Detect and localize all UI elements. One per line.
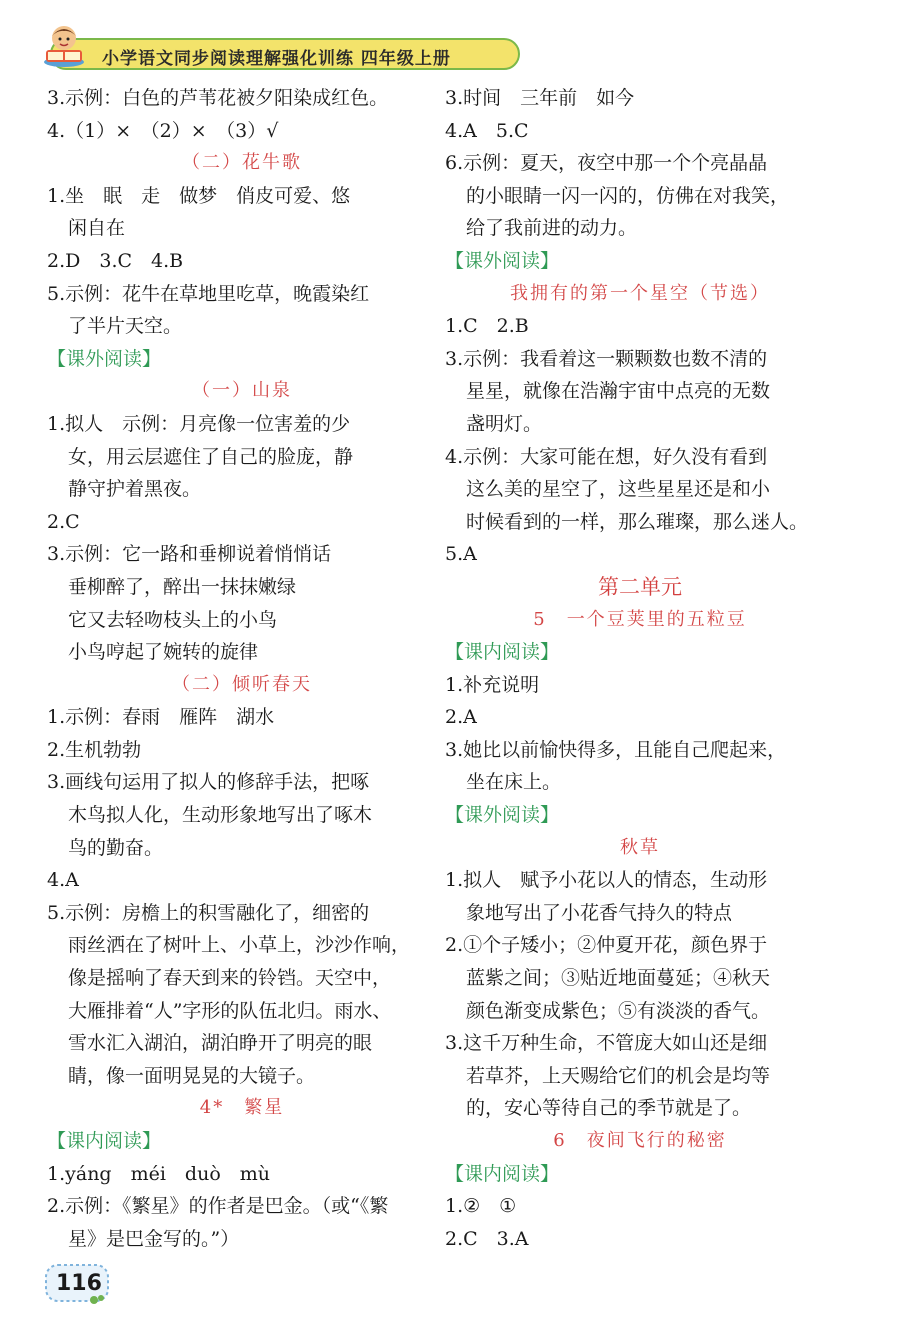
answer-line-continuation: 像是摇响了春天到来的铃铛。天空中， [68, 967, 392, 990]
answer-line-continuation: 木鸟拟人化，生动形象地写出了啄木 [68, 804, 373, 827]
answer-line-continuation: 的，安心等待自己的季节就是了。 [466, 1097, 752, 1120]
answer-line-continuation: 蓝紫之间；③贴近地面蔓延；④秋天 [466, 967, 771, 990]
answer-line-continuation: 若草芥，上天赐给它们的机会是均等 [466, 1064, 771, 1087]
reading-section-tag: 【课内阅读】 [47, 1130, 162, 1152]
section-subtitle: 6 夜间飞行的秘密 [553, 1130, 727, 1151]
answer-line-continuation: 闲自在 [68, 217, 126, 240]
answer-line-continuation: 鸟的勤奋。 [68, 836, 164, 859]
answer-line-continuation: 盏明灯。 [466, 412, 543, 435]
answer-line-continuation: 大雁排着“人”字形的队伍北归。雨水、 [68, 999, 392, 1022]
section-subtitle: （二）倾听春天 [172, 673, 312, 695]
answer-line: 5.A [445, 543, 477, 566]
answer-line: 1.示例：春雨 雁阵 湖水 [47, 706, 275, 729]
answer-line-continuation: 象地写出了小花香气持久的特点 [466, 901, 733, 924]
answer-line: 2.D 3.C 4.B [47, 249, 184, 272]
answer-line: 5.示例：房檐上的积雪融化了，细密的 [47, 901, 370, 924]
answer-line-continuation: 这么美的星空了，这些星星还是和小 [466, 478, 771, 501]
answer-line-continuation: 女，用云层遮住了自己的脸庞，静 [68, 445, 354, 468]
answer-line: 6.示例：夏天，夜空中那一个个亮晶晶 [445, 152, 768, 175]
answer-line-continuation: 睛，像一面明晃晃的大镜子。 [68, 1064, 316, 1087]
answer-line: 1.坐 眠 走 做梦 俏皮可爱、悠 [47, 184, 351, 207]
reading-section-tag: 【课外阅读】 [47, 347, 162, 370]
answer-line: 2.①个子矮小；②仲夏开花，颜色界于 [445, 934, 768, 957]
answer-line-continuation: 星》是巴金写的。”） [68, 1227, 240, 1250]
unit-title: 第二单元 [598, 574, 682, 599]
answer-line-continuation: 给了我前进的动力。 [466, 217, 638, 240]
answer-line: 1.yáng méi duò mù [47, 1162, 271, 1185]
answer-line: 2.生机勃勃 [47, 738, 142, 761]
answer-line: 2.C [47, 510, 80, 533]
answer-line: 4.（1）× （2）× （3）√ [47, 119, 279, 142]
section-subtitle: （一）山泉 [192, 380, 292, 402]
answer-line: 5.示例：花牛在草地里吃草，晚霞染红 [47, 282, 370, 305]
answer-line: 3.这千万种生命，不管庞大如山还是细 [445, 1032, 768, 1055]
answer-line: 4.A 5.C [445, 119, 529, 142]
answer-line-continuation: 时候看到的一样，那么璀璨，那么迷人。 [466, 510, 809, 533]
answer-line-continuation: 星星，就像在浩瀚宇宙中点亮的无数 [466, 380, 771, 403]
answer-line: 2.A [445, 706, 477, 729]
answer-line: 3.时间 三年前 如今 [445, 87, 635, 109]
answer-line-continuation: 小鸟哼起了婉转的旋律 [68, 641, 259, 664]
reading-section-tag: 【课外阅读】 [445, 249, 560, 272]
answer-line-continuation: 雨丝洒在了树叶上、小草上，沙沙作响， [68, 934, 411, 957]
answer-line-continuation: 静守护着黑夜。 [68, 478, 202, 501]
answer-line: 1.C 2.B [445, 315, 529, 338]
answer-line: 3.她比以前愉快得多，且能自己爬起来， [445, 738, 787, 761]
section-subtitle: （二）花牛歌 [182, 152, 302, 174]
answer-line: 3.画线句运用了拟人的修辞手法，把啄 [47, 771, 370, 794]
answer-line: 2.C 3.A [445, 1227, 529, 1250]
answer-line: 1.拟人 赋予小花以人的情态，生动形 [445, 869, 768, 892]
answer-line: 3.示例：白色的芦苇花被夕阳染成红色。 [47, 87, 389, 109]
answer-line-continuation: 坐在床上。 [466, 771, 562, 794]
book-header-banner [50, 38, 520, 70]
answer-line: 1.补充说明 [445, 673, 540, 696]
answer-line: 1.② ① [445, 1195, 517, 1218]
section-subtitle: 4* 繁星 [199, 1097, 285, 1119]
book-title: 小学语文同步阅读理解强化训练 四年级上册 [102, 49, 451, 69]
answer-line: 3.示例：我看着这一颗颗数也数不清的 [445, 347, 768, 370]
answer-line: 1.拟人 示例：月亮像一位害羞的少 [47, 412, 351, 435]
reading-section-tag: 【课内阅读】 [445, 1162, 560, 1185]
section-subtitle: 我拥有的第一个星空（节选） [510, 282, 770, 304]
reading-section-tag: 【课外阅读】 [445, 804, 560, 827]
answer-line-continuation: 了半片天空。 [68, 315, 183, 338]
section-subtitle: 5 一个豆荚里的五粒豆 [533, 608, 747, 630]
answer-line: 2.示例：《繁星》的作者是巴金。（或“《繁 [47, 1195, 389, 1218]
answer-line-continuation: 的小眼睛一闪一闪的，仿佛在对我笑， [466, 184, 790, 207]
reading-boy-icon [42, 22, 86, 68]
reading-section-tag: 【课内阅读】 [445, 641, 560, 664]
page-number: 116 [56, 1271, 102, 1296]
page-number-badge [44, 1262, 114, 1308]
answer-line-continuation: 垂柳醉了，醉出一抹抹嫩绿 [68, 575, 297, 598]
answer-line-continuation: 颜色渐变成紫色；⑤有淡淡的香气。 [466, 999, 771, 1022]
left-column [47, 82, 437, 1255]
answer-line-continuation: 它又去轻吻枝头上的小鸟 [68, 608, 278, 631]
answer-line-continuation: 雪水汇入湖泊，湖泊睁开了明亮的眼 [68, 1032, 373, 1055]
answer-line: 4.A [47, 869, 79, 892]
answer-line: 4.示例：大家可能在想，好久没有看到 [445, 445, 768, 468]
answer-line: 3.示例：它一路和垂柳说着悄悄话 [47, 543, 332, 566]
right-column [445, 82, 835, 1255]
section-subtitle: 秋草 [620, 836, 660, 858]
